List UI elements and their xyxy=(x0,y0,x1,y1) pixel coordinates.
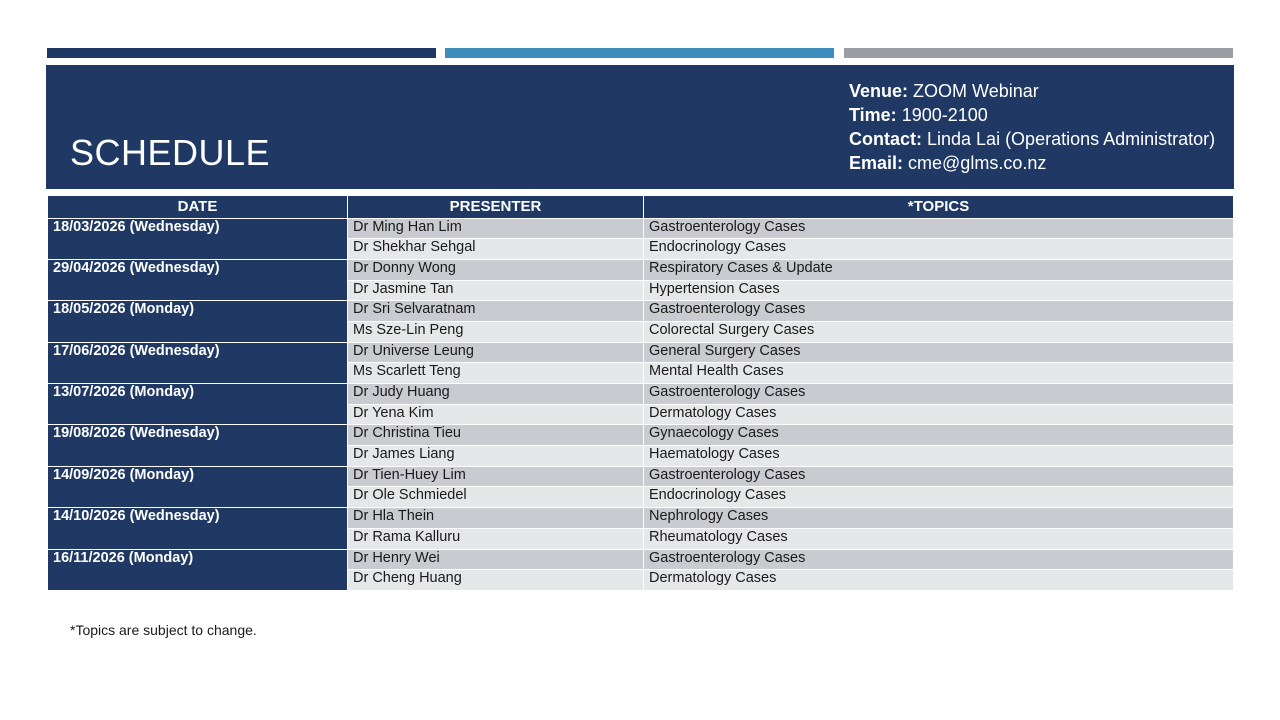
contact-line xyxy=(849,127,1215,151)
column-header-date: DATE xyxy=(48,196,348,218)
contact-label: Contact: xyxy=(849,129,922,149)
presenter-cell: Dr Ole Schmiedel xyxy=(348,487,644,508)
column-header-presenter: PRESENTER xyxy=(348,196,644,218)
email-label: Email: xyxy=(849,153,904,173)
topic-cell: Endocrinology Cases xyxy=(644,487,1234,508)
topic-cell: Gynaecology Cases xyxy=(644,425,1234,446)
contact-value: Linda Lai (Operations Administrator) xyxy=(922,129,1216,149)
session-date: 14/09/2026 (Monday) xyxy=(48,466,348,507)
table-header-row xyxy=(48,196,1234,218)
session-date: 29/04/2026 (Wednesday) xyxy=(48,259,348,300)
schedule-table-wrapper xyxy=(47,196,1233,591)
venue-value: ZOOM Webinar xyxy=(908,81,1039,101)
table-row xyxy=(48,342,1234,363)
event-info xyxy=(849,79,1215,175)
presenter-cell: Dr Hla Thein xyxy=(348,508,644,529)
presenter-cell: Dr Christina Tieu xyxy=(348,425,644,446)
table-row xyxy=(48,425,1234,446)
schedule-table xyxy=(47,196,1234,591)
presenter-cell: Dr Sri Selvaratnam xyxy=(348,301,644,322)
table-row xyxy=(48,259,1234,280)
footnote: *Topics are subject to change. xyxy=(70,622,257,638)
presenter-cell: Ms Sze-Lin Peng xyxy=(348,321,644,342)
table-row xyxy=(48,466,1234,487)
table-row xyxy=(48,218,1234,239)
topic-cell: Gastroenterology Cases xyxy=(644,384,1234,405)
session-date: 17/06/2026 (Wednesday) xyxy=(48,342,348,383)
presenter-cell: Dr James Liang xyxy=(348,446,644,467)
presenter-cell: Dr Universe Leung xyxy=(348,342,644,363)
topic-cell: Mental Health Cases xyxy=(644,363,1234,384)
session-date: 18/05/2026 (Monday) xyxy=(48,301,348,342)
presenter-cell: Dr Rama Kalluru xyxy=(348,528,644,549)
session-date: 18/03/2026 (Wednesday) xyxy=(48,218,348,259)
topic-cell: Dermatology Cases xyxy=(644,404,1234,425)
presenter-cell: Dr Jasmine Tan xyxy=(348,280,644,301)
session-date: 19/08/2026 (Wednesday) xyxy=(48,425,348,466)
topic-cell: Nephrology Cases xyxy=(644,508,1234,529)
presenter-cell: Dr Shekhar Sehgal xyxy=(348,239,644,260)
time-line xyxy=(849,103,1215,127)
presenter-cell: Ms Scarlett Teng xyxy=(348,363,644,384)
schedule-table-body xyxy=(48,218,1234,590)
topic-cell: General Surgery Cases xyxy=(644,342,1234,363)
topic-cell: Rheumatology Cases xyxy=(644,528,1234,549)
topic-cell: Dermatology Cases xyxy=(644,570,1234,591)
accent-bar-blue xyxy=(445,48,834,58)
accent-bar-navy xyxy=(47,48,436,58)
presenter-cell: Dr Ming Han Lim xyxy=(348,218,644,239)
topic-cell: Gastroenterology Cases xyxy=(644,466,1234,487)
header-banner xyxy=(46,65,1234,189)
time-label: Time: xyxy=(849,105,897,125)
session-date: 16/11/2026 (Monday) xyxy=(48,549,348,590)
table-row xyxy=(48,508,1234,529)
venue-line xyxy=(849,79,1215,103)
presenter-cell: Dr Yena Kim xyxy=(348,404,644,425)
email-value: cme@glms.co.nz xyxy=(903,153,1047,173)
presenter-cell: Dr Judy Huang xyxy=(348,384,644,405)
topic-cell: Gastroenterology Cases xyxy=(644,549,1234,570)
column-header-topics: *TOPICS xyxy=(644,196,1234,218)
topic-cell: Gastroenterology Cases xyxy=(644,218,1234,239)
table-row xyxy=(48,301,1234,322)
presenter-cell: Dr Donny Wong xyxy=(348,259,644,280)
session-date: 14/10/2026 (Wednesday) xyxy=(48,508,348,549)
venue-label: Venue: xyxy=(849,81,909,101)
topic-cell: Respiratory Cases & Update xyxy=(644,259,1234,280)
presenter-cell: Dr Cheng Huang xyxy=(348,570,644,591)
table-row xyxy=(48,549,1234,570)
accent-bar-grey xyxy=(844,48,1233,58)
time-value: 1900-2100 xyxy=(896,105,988,125)
topic-cell: Hypertension Cases xyxy=(644,280,1234,301)
session-date: 13/07/2026 (Monday) xyxy=(48,384,348,425)
table-row xyxy=(48,384,1234,405)
page-title: SCHEDULE xyxy=(70,132,271,173)
presenter-cell: Dr Tien-Huey Lim xyxy=(348,466,644,487)
topic-cell: Colorectal Surgery Cases xyxy=(644,321,1234,342)
topic-cell: Endocrinology Cases xyxy=(644,239,1234,260)
email-line xyxy=(849,151,1215,175)
topic-cell: Gastroenterology Cases xyxy=(644,301,1234,322)
presenter-cell: Dr Henry Wei xyxy=(348,549,644,570)
topic-cell: Haematology Cases xyxy=(644,446,1234,467)
